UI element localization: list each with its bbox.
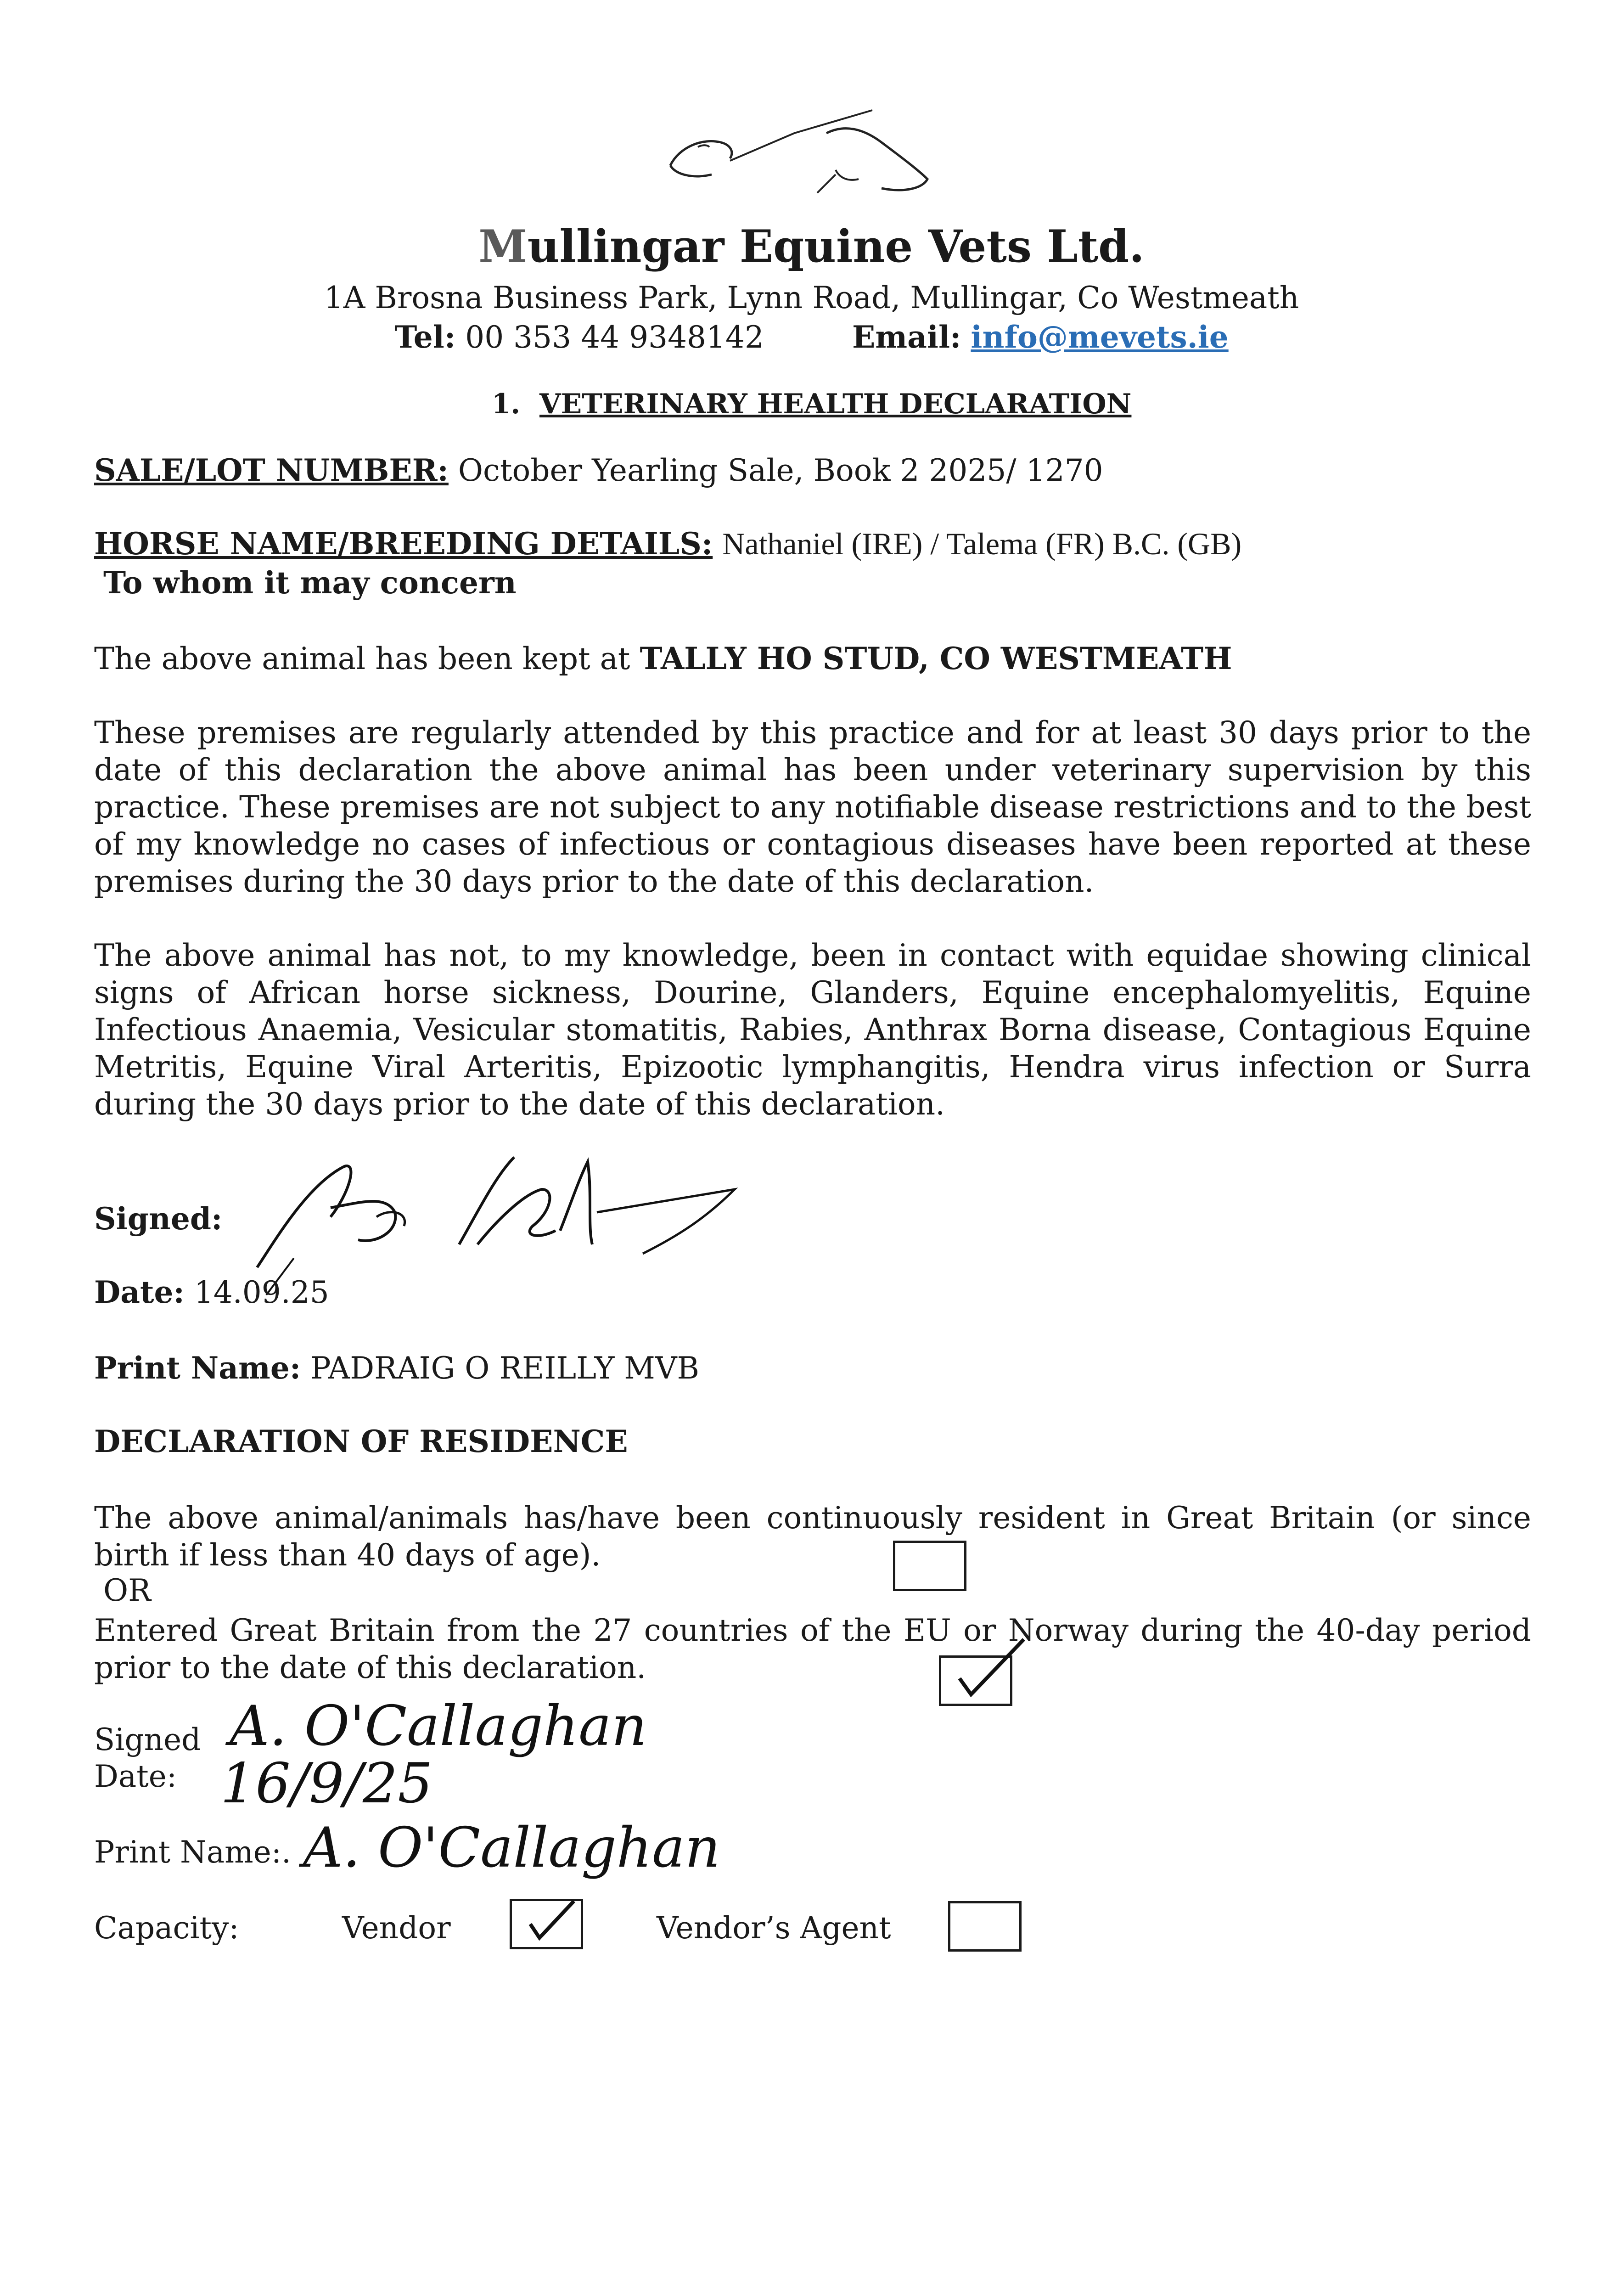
tel-label: Tel: bbox=[394, 319, 456, 355]
residence-print-name-label: Print Name:. bbox=[94, 1835, 292, 1870]
sale-lot-label: SALE/LOT NUMBER: bbox=[94, 452, 449, 488]
vet-print-name-value: PADRAIG O REILLY MVB bbox=[310, 1351, 700, 1386]
vendor-check-mark-icon bbox=[512, 1892, 581, 1947]
sale-lot-line bbox=[94, 452, 1103, 488]
kept-at-line: The above animal has been kept at TALLY HO STUD, CO WESTMEATH bbox=[94, 641, 1232, 676]
vet-date-line: Date: 14.09.25 bbox=[94, 1274, 329, 1310]
vendor-agent-checkbox[interactable] bbox=[948, 1901, 1022, 1952]
capacity-label: Capacity: bbox=[94, 1910, 239, 1946]
option-1-checkbox[interactable] bbox=[893, 1541, 966, 1591]
sale-lot-value: October Yearling Sale, Book 2 2025/ 1270 bbox=[458, 453, 1103, 488]
horse-line bbox=[94, 526, 1241, 562]
residence-option-2: Entered Great Britain from the 27 countries of the EU or Norway during the 40-day period prior to the date of this declaration. bbox=[94, 1613, 1531, 1685]
residence-date-value: 16/9/25 bbox=[220, 1752, 433, 1816]
to-whom-line: To whom it may concern bbox=[103, 565, 517, 601]
vendor-agent-label: Vendor’s Agent bbox=[657, 1910, 891, 1946]
or-label: OR bbox=[103, 1573, 151, 1608]
vet-signed-label: Signed: bbox=[94, 1201, 223, 1237]
vendor-label: Vendor bbox=[342, 1910, 451, 1946]
email-link[interactable]: info@mevets.ie bbox=[971, 319, 1229, 355]
stud-name: TALLY HO STUD, CO WESTMEATH bbox=[640, 641, 1232, 676]
residence-option-1: The above animal/animals has/have been continuously resident in Great Britain (or since birth if less than 40 days of age). bbox=[94, 1500, 1531, 1573]
residence-signed-label: Signed bbox=[94, 1722, 201, 1757]
option-2-check-mark-icon bbox=[941, 1635, 1033, 1704]
residence-signed-value: A. O'Callaghan bbox=[230, 1694, 647, 1758]
tel-value: 00 353 44 9348142 bbox=[465, 320, 764, 355]
horse-value: Nathaniel (IRE) / Talema (FR) B.C. (GB) bbox=[722, 526, 1242, 561]
vet-date-value: 14.09.25 bbox=[194, 1275, 329, 1310]
company-contact bbox=[0, 319, 1623, 355]
company-address: 1A Brosna Business Park, Lynn Road, Mullingar, Co Westmeath bbox=[324, 280, 1299, 315]
residence-date-label: Date: bbox=[94, 1759, 177, 1794]
horse-logo-icon bbox=[643, 101, 955, 211]
horse-label: HORSE NAME/BREEDING DETAILS: bbox=[94, 526, 713, 562]
email-label: Email: bbox=[852, 319, 961, 355]
section-title: 1. VETERINARY HEALTH DECLARATION bbox=[491, 388, 1132, 420]
contact-paragraph: The above animal has not, to my knowledge, been in contact with equidae showing clinical signs of African horse sickness, Dourine, Glanders, Equine encephalomyelitis, Equine Infectious Anaemia, Vesicular stomatitis, Rabies, Anthrax Borna disease, Contagious Equine Metritis, Equine Viral Arteritis, Epizootic lymphangitis, Hendra virus infection or Surra during the 30 days prior to the date of this declaration. bbox=[94, 938, 1531, 1122]
company-name: Mullingar Equine Vets Ltd. bbox=[478, 220, 1145, 272]
residence-print-name-value: A. O'Callaghan bbox=[303, 1816, 720, 1880]
supervision-paragraph: These premises are regularly attended by this practice and for at least 30 days prior to the date of this declaration the above animal has been under veterinary supervision by this practice. These premises are not subject to any notifiable disease restrictions and to the best of my knowledge no cases of infectious or contagious diseases have been reported at these premises during the 30 days prior to the date of this declaration. bbox=[94, 715, 1531, 899]
residence-title: DECLARATION OF RESIDENCE bbox=[94, 1424, 628, 1459]
vet-print-name-line: Print Name: PADRAIG O REILLY MVB bbox=[94, 1350, 700, 1386]
